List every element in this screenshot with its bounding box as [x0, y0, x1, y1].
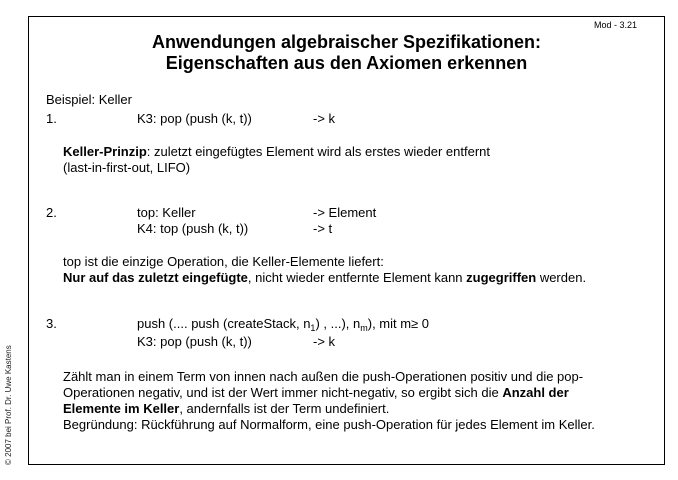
paragraph-line-3-text: , andernfalls ist der Term undefiniert.: [179, 401, 390, 416]
section-2-middle-text: , nicht wieder entfernte Element kann: [247, 270, 467, 285]
subscript-1: 1: [310, 323, 316, 333]
paragraph-line-2-text: Operationen negativ, und ist der Wert immer nicht-negativ, so ergibt sich die: [63, 385, 503, 400]
section-2-explanation-line-1: top ist die einzige Operation, die Keller-Elemente liefert:: [63, 254, 384, 269]
keller-principle-term: Keller-Prinzip: [63, 144, 147, 159]
push-term-start: push (.... push (createStack, n: [137, 316, 311, 331]
section-3-k3-axiom: K3: pop (push (k, t)): [137, 334, 252, 349]
subscript-m: m: [360, 323, 368, 333]
page-title-line-2: Eigenschaften aus den Axiomen erkennen: [165, 53, 528, 73]
section-1-number: 1.: [46, 111, 57, 126]
section-3-number: 3.: [46, 316, 57, 331]
section-3-paragraph-line-3: [63, 401, 389, 417]
section-2-k4-axiom: K4: top (push (k, t)): [137, 221, 249, 236]
section-1-k3-axiom: K3: pop (push (k, t)): [137, 111, 252, 126]
section-3-paragraph-line-1: Zählt man in einem Term von innen nach außen die push-Operationen positiv und die pop-: [63, 369, 584, 384]
section-3-push-term: [137, 316, 429, 332]
section-2-bold-phrase-2: zugegriffen: [466, 270, 537, 285]
paragraph-line-3-bold: Elemente im Keller: [63, 401, 180, 416]
keller-principle-line-2: (last-in-first-out, LIFO): [63, 160, 191, 175]
section-3-paragraph-line-2: [63, 385, 569, 401]
section-1-k3-result: -> k: [313, 111, 336, 126]
keller-principle-text: : zuletzt eingefügtes Element wird als erstes wieder entfernt: [146, 144, 491, 159]
push-term-end: ), mit m≥ 0: [367, 316, 430, 331]
section-2-top-result: -> Element: [313, 205, 377, 220]
section-2-number: 2.: [46, 205, 57, 220]
example-label: Beispiel: Keller: [46, 92, 132, 107]
keller-principle-line-1: [63, 144, 490, 160]
copyright-notice: © 2007 bei Prof. Dr. Uwe Kastens: [4, 345, 13, 465]
paragraph-line-2-bold: Anzahl der: [502, 385, 569, 400]
section-2-end-text: werden.: [536, 270, 587, 285]
page-id: Mod - 3.21: [594, 20, 638, 30]
page-title-line-1: Anwendungen algebraischer Spezifikationen:: [151, 32, 542, 52]
section-2-top-signature: top: Keller: [137, 205, 196, 220]
section-2-bold-phrase-1: Nur auf das zuletzt eingefügte: [63, 270, 248, 285]
section-2-k4-result: -> t: [313, 221, 333, 236]
section-3-paragraph-line-4: Begründung: Rückführung auf Normalform, eine push-Operation für jedes Element im Keller.: [63, 417, 595, 432]
section-3-k3-result: -> k: [313, 334, 336, 349]
push-term-middle: ) , ...), n: [315, 316, 361, 331]
section-2-explanation-line-2: [63, 270, 586, 286]
